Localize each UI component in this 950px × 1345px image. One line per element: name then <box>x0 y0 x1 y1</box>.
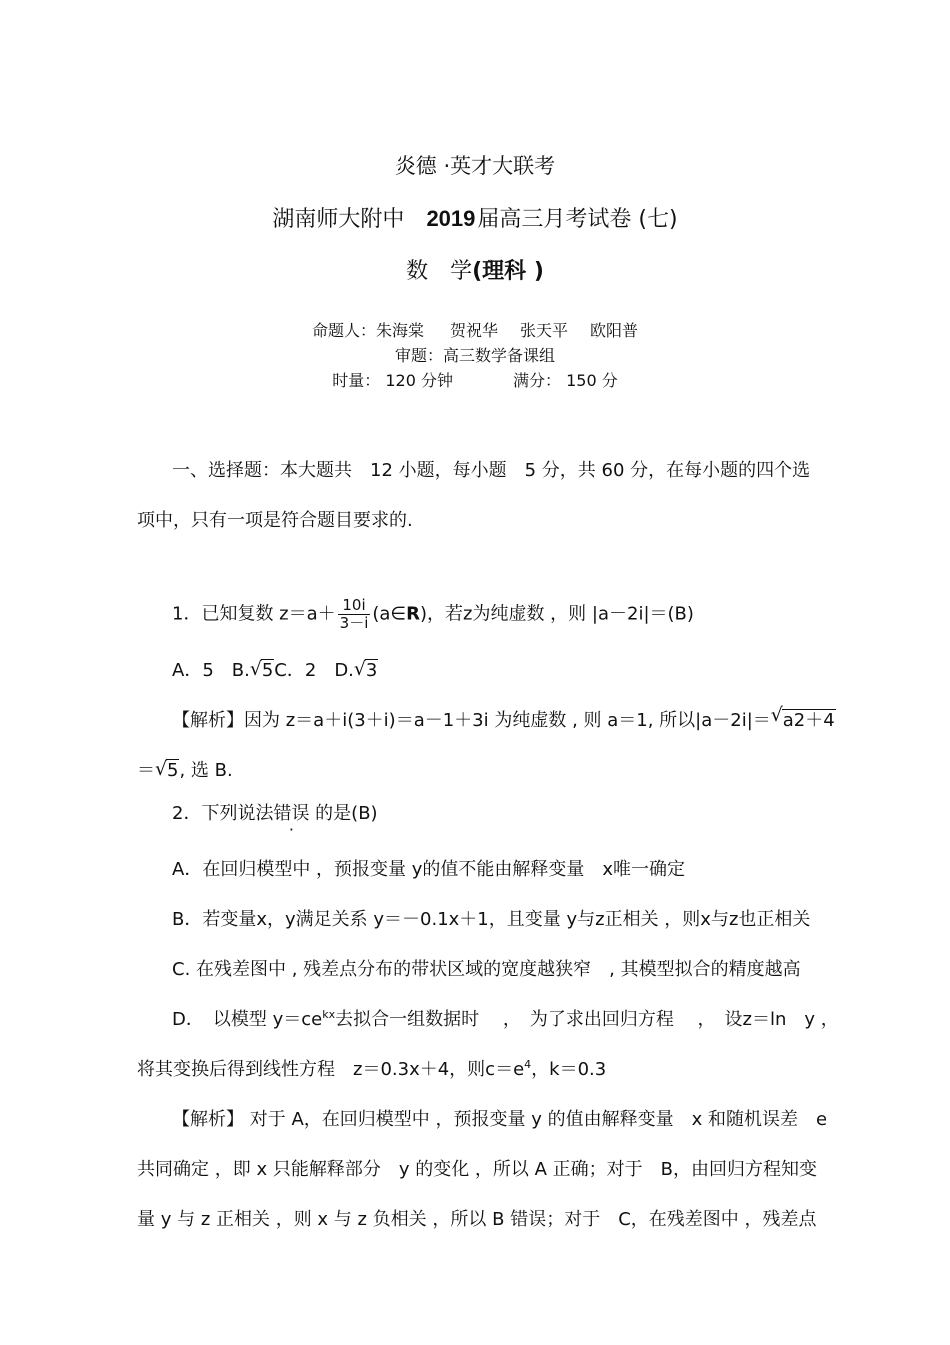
exam-year: 2019 <box>426 206 476 231</box>
q1-stem-suffix: )，若z为纯虚数 ，则 |a－2i|＝(B) <box>419 603 694 625</box>
q1-option-d-radicand: 3 <box>365 660 378 681</box>
question-1-solution-line1 <box>172 706 836 732</box>
author-name: 张天平 <box>520 321 569 340</box>
author-name: 贺祝华 <box>449 321 498 340</box>
question-2-option-a: A．在回归模型中 ，预报变量 y的值不能由解释变量 x唯一确定 <box>172 859 686 880</box>
question-2-stem <box>172 799 378 825</box>
q2-stem-prefix: 2．下列说法 <box>172 803 274 824</box>
q2-option-d-line2-exponent: 4 <box>524 1058 532 1071</box>
sqrt-symbol: √ 5 <box>155 758 179 781</box>
q2-option-d-exponent: kx <box>322 1008 336 1021</box>
q2-option-d-text: D． 以模型 y＝ce <box>172 1009 323 1030</box>
q1-solution-result-radicand: 5 <box>167 760 179 781</box>
question-2-solution-line2: 共同确定 ，即 x 只能解释部分 y 的变化 ，所以 A 正确；对于 B，由回归方程知变 <box>137 1159 818 1180</box>
q1-fraction-denominator: 3－i <box>339 614 369 632</box>
q1-fraction <box>338 597 371 632</box>
authors-label: 命题人： <box>311 321 376 340</box>
full-score: 满分： 150 分 <box>513 371 618 390</box>
question-2-option-d-line1 <box>172 1005 839 1031</box>
subject-type: (理科 ) <box>472 259 544 284</box>
q2-option-d-line2-text: 将其变换后得到线性方程 z＝0.3x＋4，则c＝e <box>137 1059 525 1080</box>
section-instruction-line1: 一、选择题：本大题共 12 小题，每小题 5 分，共 60 分，在每小题的四个选 <box>172 460 811 481</box>
time-score-line <box>0 368 950 391</box>
question-2-option-b: B．若变量x，y满足关系 y＝－0.1x＋1，且变量 y与z正相关 ，则x与z也正相关 <box>172 909 811 930</box>
question-2-option-c: C. 在残差图中 , 残差点分布的带状区域的宽度越狭窄 , 其模型拟合的精度越高 <box>172 959 801 980</box>
subject-name: 数 学 <box>406 259 473 284</box>
q2-option-d-text-cont: 去拟合一组数据时 ， 为了求出回归方程 ， 设z＝ln y ， <box>335 1009 839 1030</box>
sqrt-symbol: √ 5 <box>249 658 274 681</box>
subject-title <box>0 254 950 285</box>
review-line: 审题：高三数学备课组 <box>394 346 555 365</box>
question-1-options <box>172 656 378 682</box>
author-name: 朱海棠 <box>375 321 424 340</box>
q2-stem-suffix: 的是(B) <box>309 803 378 824</box>
time-limit: 时量： 120 分钟 <box>332 371 453 390</box>
question-1-stem <box>172 597 694 632</box>
question-2-solution-line1: 【解析】 对于 A，在回归模型中 ，预报变量 y 的值由解释变量 x 和随机误差 e <box>172 1109 828 1130</box>
q1-stem-prefix: 1．已知复数 z＝a＋ <box>172 603 336 625</box>
q1-stem-part: (a∈ <box>372 603 407 625</box>
q2-emphasis-word: 错误 <box>273 803 310 824</box>
q1-solution-text: 【解析】因为 z＝a＋i(3＋i)＝a－1＋3i 为纯虚数 , 则 a＝1, 所以|a－2i|＝ <box>172 710 771 731</box>
q1-solution-equals: ＝ <box>137 760 155 781</box>
q1-option-b-radicand: 5 <box>261 660 274 681</box>
sqrt-symbol: √ 3 <box>353 658 378 681</box>
exam-series-title: 炎德 ·英才大联考 <box>394 154 556 178</box>
author-name: 欧阳普 <box>590 321 639 340</box>
question-2-option-d-line2 <box>137 1055 606 1081</box>
q1-solution-choice: , 选 B. <box>179 760 233 781</box>
q1-real-set-symbol: R <box>406 603 420 625</box>
q1-option-a-b: A．5 B. <box>172 660 250 681</box>
question-2-solution-line3: 量 y 与 z 正相关 ，则 x 与 z 负相关 ，所以 B 错误；对于 C，在残差图中 ，残差点 <box>137 1209 817 1230</box>
sqrt-symbol: √ a2＋4 <box>770 704 835 731</box>
authors-line <box>0 318 950 341</box>
q1-fraction-numerator: 10i <box>338 597 371 615</box>
q1-solution-radicand: a2＋4 <box>782 710 835 731</box>
q1-option-c-d: C．2 D. <box>274 660 354 681</box>
exam-title-rest: 届高三月考试卷 (七) <box>477 207 678 232</box>
q2-option-d-line2-suffix: ，k＝0.3 <box>531 1059 607 1080</box>
section-instruction-line2: 项中，只有一项是符合题目要求的. <box>137 510 413 531</box>
school-name: 湖南师大附中 <box>272 207 405 232</box>
question-1-solution-line2 <box>137 756 233 782</box>
exam-title <box>0 202 950 233</box>
